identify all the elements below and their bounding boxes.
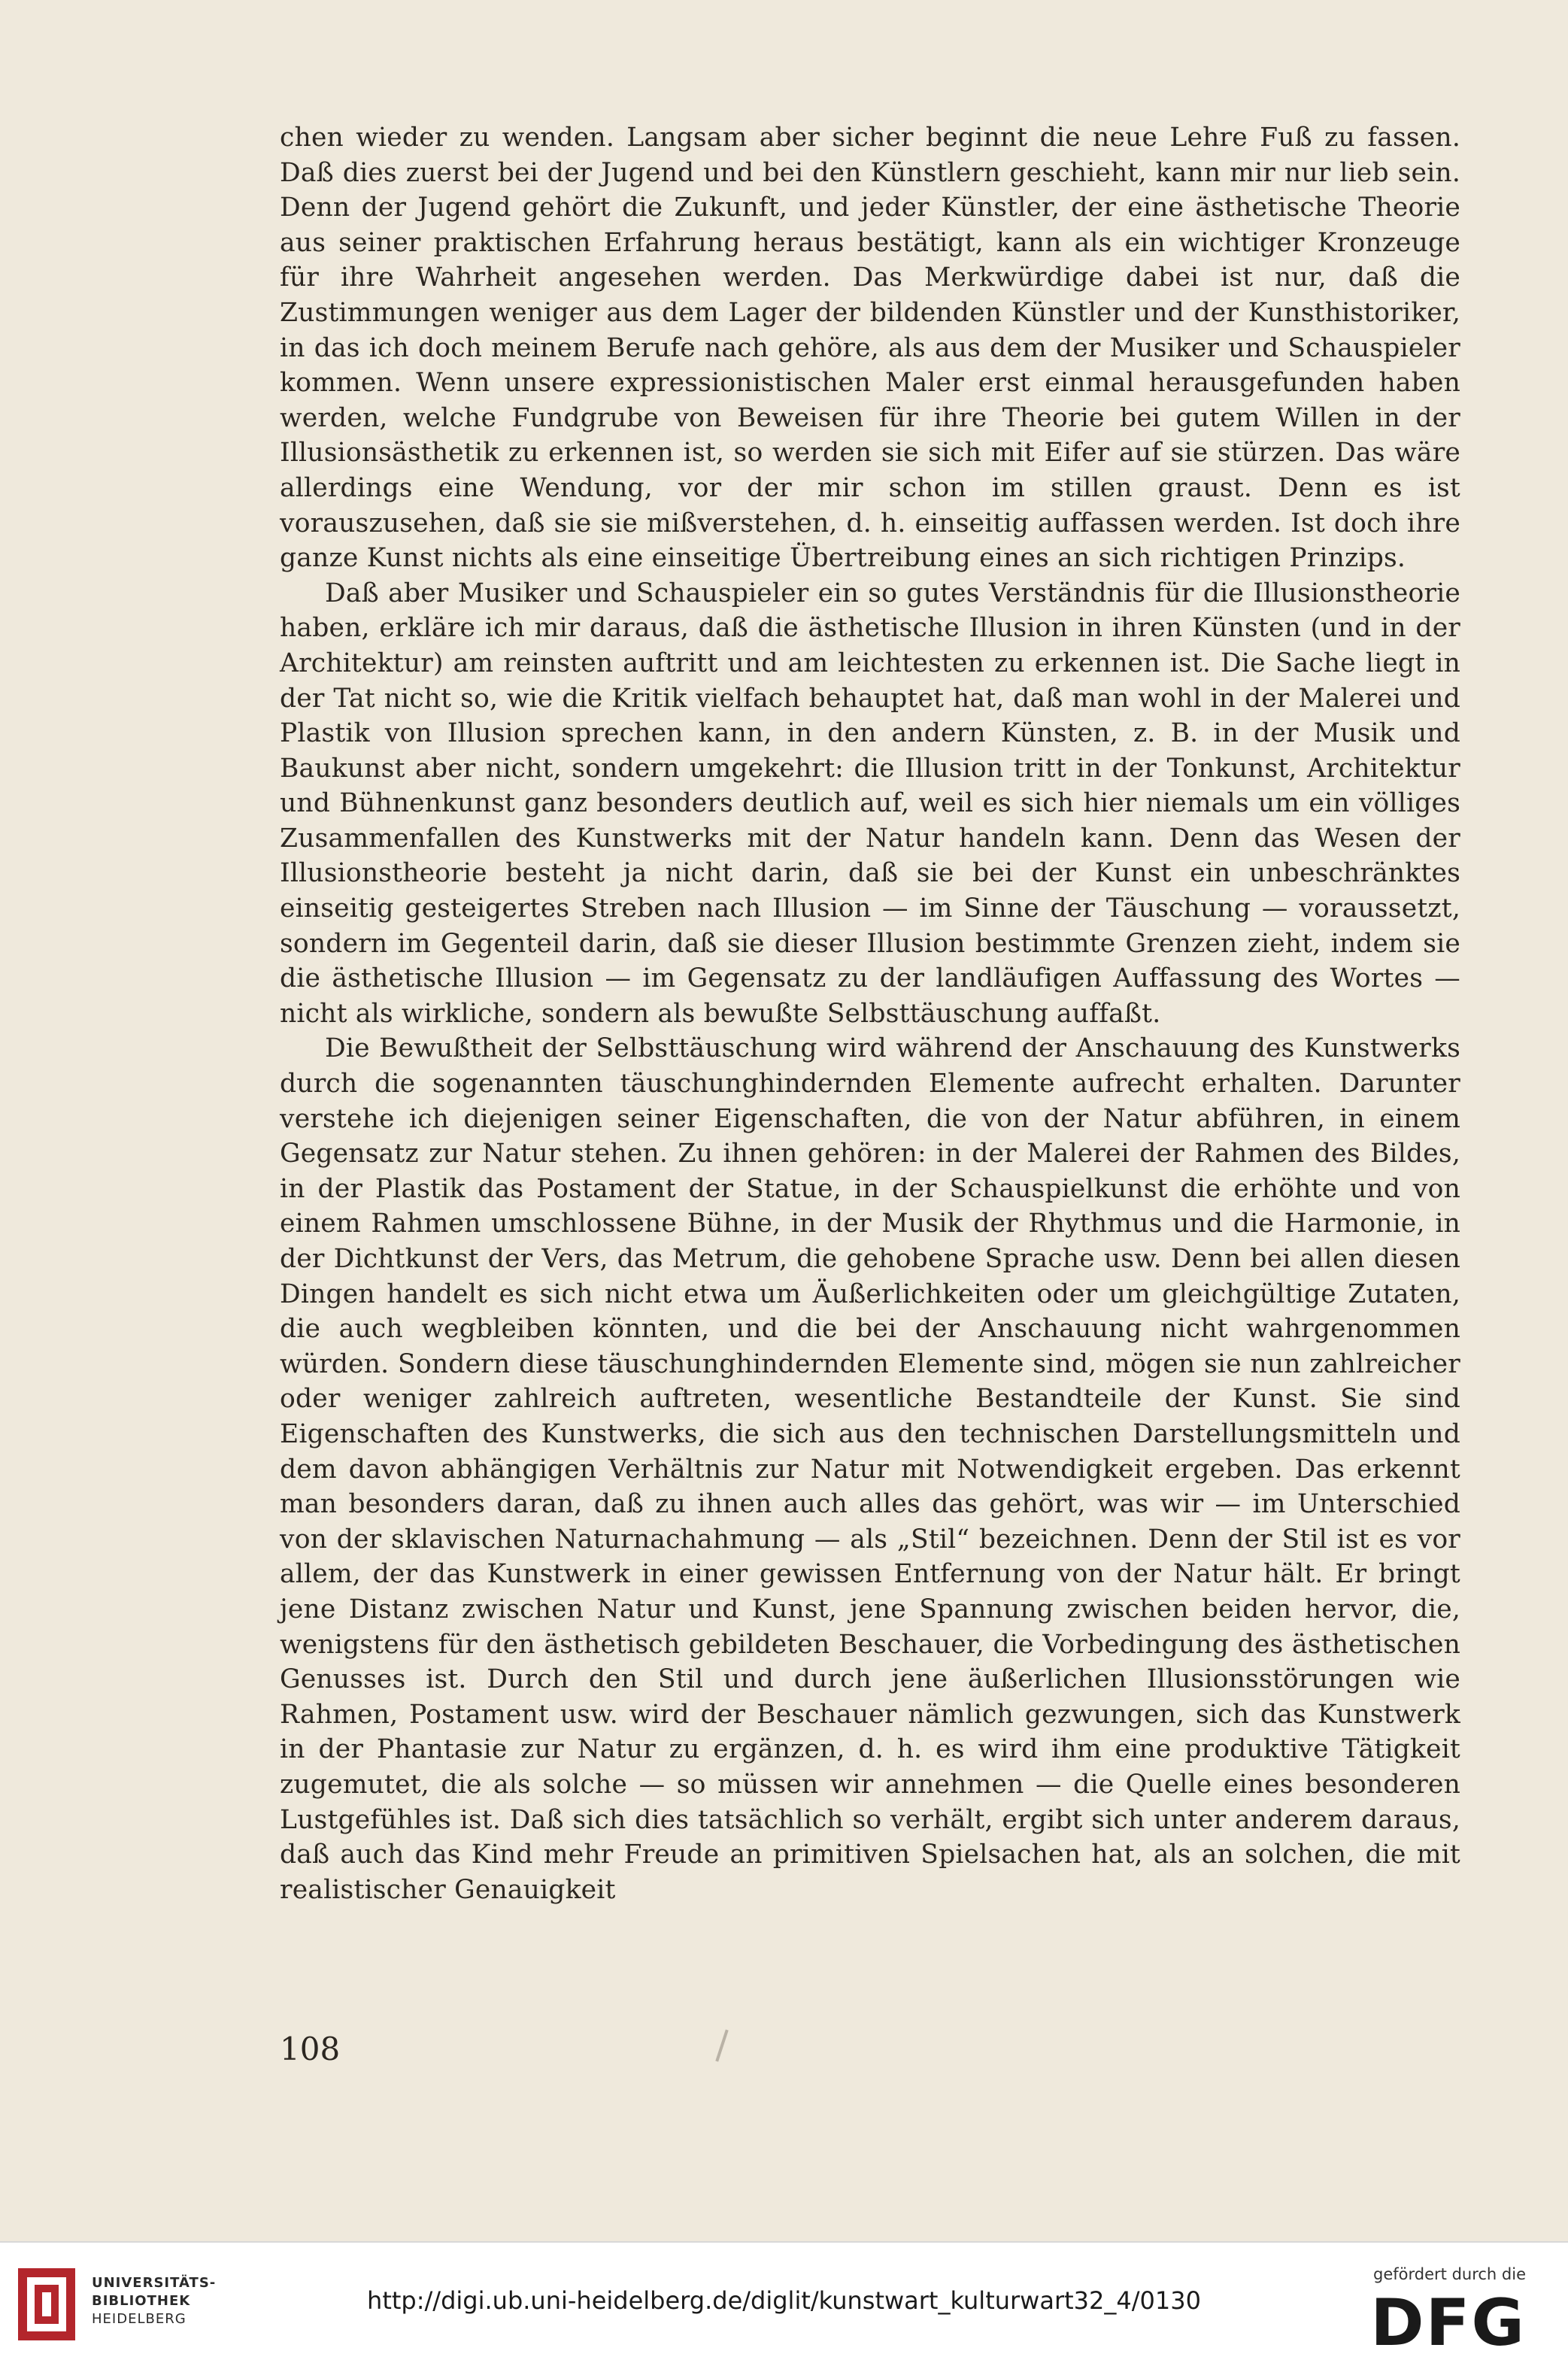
pencil-mark xyxy=(715,2029,728,2061)
funding-note: gefördert durch die xyxy=(1373,2265,1526,2283)
dfg-logo: DFG xyxy=(1370,2286,1526,2361)
footer-divider xyxy=(0,2241,1568,2243)
body-text xyxy=(280,120,1460,1907)
paragraph-3: Die Bewußtheit der Selbsttäuschung wird während der Anschauung des Kunstwerks durch die sogenannten täuschunghindernden Elemente aufrecht erhalten. Darunter verstehe ich diejenigen seiner Eigenschaften, die von der Natur abführen, in einem Gegensatz zur Natur stehen. Zu ihnen gehören: in der Malerei der Rahmen des Bildes, in der Plastik das Postament der Statue, in der Schauspielkunst die erhöhte und von einem Rahmen umschlossene Bühne, in der Musik der Rhythmus und die Harmonie, in der Dichtkunst der Vers, das Metrum, die gehobene Sprache usw. Denn bei allen diesen Dingen handelt es sich nicht etwa um Äußerlichkeiten oder um gleichgültige Zutaten, die auch wegbleiben könnten, und die bei der Anschauung nicht wahrgenommen würden. Sondern diese täuschunghindernden Elemente sind, mögen sie nun zahlreicher oder weniger zahlreich auftreten, wesentliche Bestandteile der Kunst. Sie sind Eigenschaften des Kunstwerks, die sich aus den technischen Darstellungsmitteln und dem davon abhängigen Verhältnis zur Natur mit Notwendigkeit ergeben. Das erkennt man besonders daran, daß zu ihnen auch alles das gehört, was wir — im Unterschied von der sklavischen Naturnachahmung — als „Stil“ bezeichnen. Denn der Stil ist es vor allem, der das Kunstwerk in einer gewissen Entfernung von der Natur hält. Er bringt jene Distanz zwischen Natur und Kunst, jene Spannung zwischen beiden hervor, die, wenigstens für den ästhetisch gebildeten Beschauer, die Vorbedingung des ästhetischen Genusses ist. Durch den Stil und durch jene äußerlichen Illusionsstörungen wie Rahmen, Postament usw. wird der Beschauer nämlich gezwungen, sich das Kunstwerk in der Phantasie zur Natur zu ergänzen, d. h. es wird ihm eine produktive Tätigkeit zugemutet, die als solche — so müssen wir annehmen — die Quelle eines besonderen Lustgefühles ist. Daß sich dies tatsächlich so verhält, ergibt sich unter anderem daraus, daß auch das Kind mehr Freude an primitiven Spielsachen hat, als an solchen, die mit realistischer Genauigkeit xyxy=(280,1033,1460,1905)
permalink[interactable]: http://digi.ub.uni-heidelberg.de/diglit/kunstwart_kulturwart32_4/0130 xyxy=(367,2286,1201,2315)
library-name-line-1: UNIVERSITÄTS- xyxy=(92,2275,217,2291)
paragraph-2: Daß aber Musiker und Schauspieler ein so gutes Verständnis für die Illusionstheorie haben, erkläre ich mir daraus, daß die ästhetische Illusion in ihren Künsten (und in der Architektur) am reinsten auftritt und am leichtesten zu erkennen ist. Die Sache liegt in der Tat nicht so, wie die Kritik vielfach behauptet hat, daß man wohl in der Malerei und Plastik von Illusion sprechen kann, in den andern Künsten, z. B. in der Musik und Baukunst aber nicht, sondern umgekehrt: die Illusion tritt in der Tonkunst, Architektur und Bühnenkunst ganz besonders deutlich auf, weil es sich hier niemals um ein völliges Zusammenfallen des Kunstwerks mit der Natur handeln kann. Denn das Wesen der Illusionstheorie besteht ja nicht darin, daß sie bei der Kunst ein unbeschränktes einseitig gesteigertes Streben nach Illusion — im Sinne der Täuschung — voraussetzt, sondern im Gegenteil darin, daß sie dieser Illusion bestimmte Grenzen zieht, indem sie die ästhetische Illusion — im Gegensatz zu der landläufigen Auffassung des Wortes — nicht als wirkliche, sondern als bewußte Selbsttäuschung auffaßt. xyxy=(280,578,1460,1029)
library-name-line-3: HEIDELBERG xyxy=(92,2311,187,2327)
library-name-line-2: BIBLIOTHEK xyxy=(92,2293,191,2309)
paragraph-1: chen wieder zu wenden. Langsam aber sicher beginnt die neue Lehre Fuß zu fassen. Daß dies zuerst bei der Jugend und bei den Künstlern geschieht, kann mir nur lieb sein. Denn der Jugend gehört die Zukunft, und jeder Künstler, der eine ästhetische Theorie aus seiner praktischen Erfahrung heraus bestätigt, kann als ein wichtiger Kronzeuge für ihre Wahrheit angesehen werden. Das Merkwürdige dabei ist nur, daß die Zustimmungen weniger aus dem Lager der bildenden Künstler und der Kunsthistoriker, in das ich doch meinem Berufe nach gehöre, als aus dem der Musiker und Schauspieler kommen. Wenn unsere expressionistischen Maler erst einmal herausgefunden haben werden, welche Fundgrube von Beweisen für ihre Theorie bei gutem Willen in der Illusionsästhetik zu erkennen ist, so werden sie sich mit Eifer auf sie stürzen. Das wäre allerdings eine Wendung, vor der mir schon im stillen graust. Denn es ist vorauszusehen, daß sie sie mißverstehen, d. h. einseitig auffassen werden. Ist doch ihre ganze Kunst nichts als eine einseitige Übertreibung eines an sich richtigen Prinzips. xyxy=(280,123,1460,574)
page-number: 108 xyxy=(280,2031,341,2067)
